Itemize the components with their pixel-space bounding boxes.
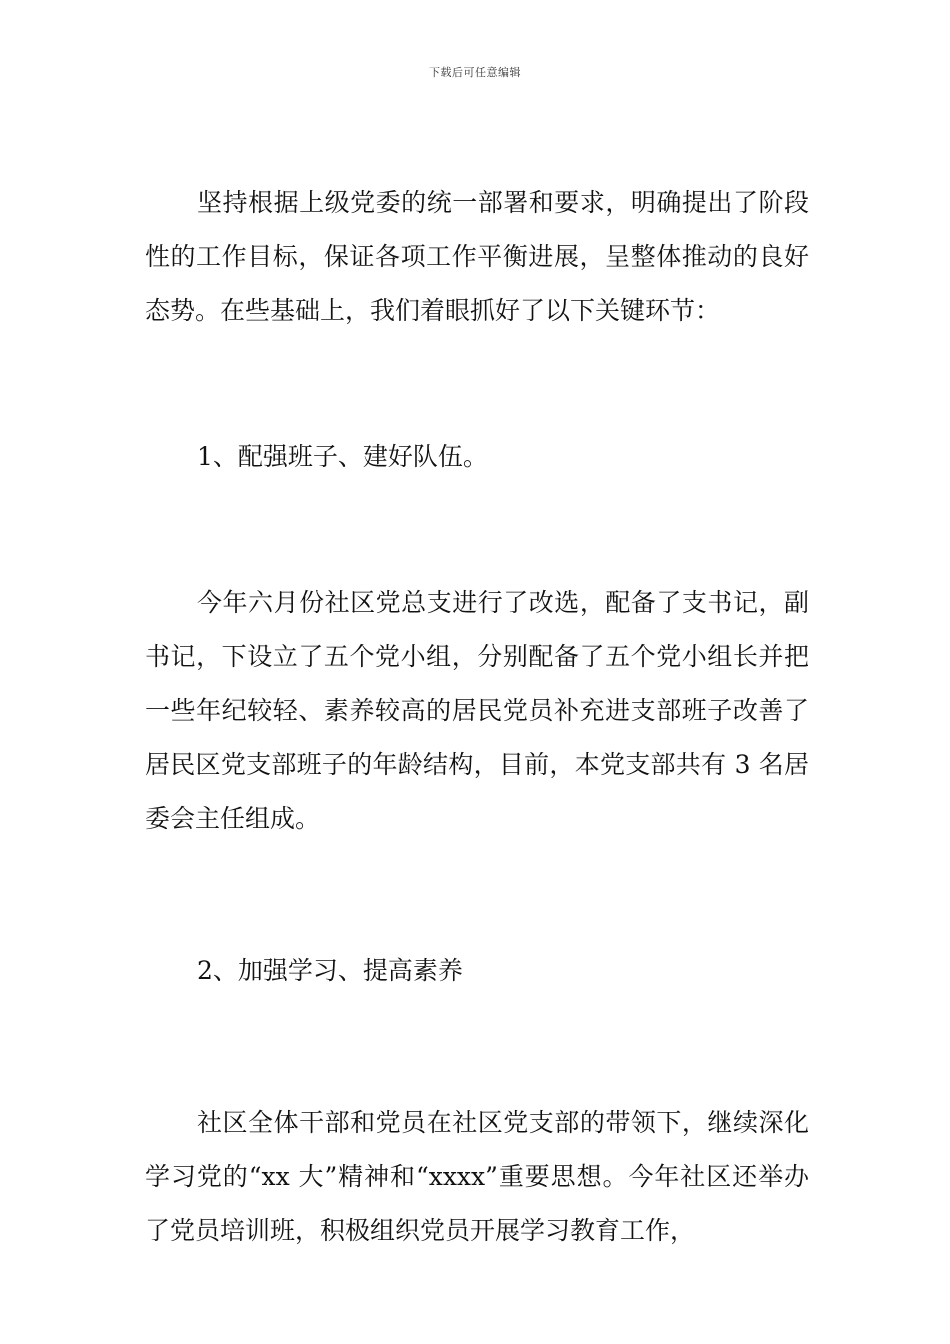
page-header: 下载后可任意编辑 (429, 66, 521, 79)
section-heading-2: 2、加强学习、提高素养 (197, 956, 463, 985)
paragraph-intro: 坚持根据上级党委的统一部署和要求，明确提出了阶段性的工作目标，保证各项工作平衡进展，呈整体推动的良好态势。在些基础上，我们着眼抓好了以下关键环节： (145, 188, 809, 325)
section-heading-1: 1、配强班子、建好队伍。 (197, 442, 488, 471)
spacer (145, 484, 809, 576)
spacer (145, 846, 809, 944)
spacer (145, 338, 809, 430)
document-body (145, 176, 809, 1258)
paragraph-section-2: 社区全体干部和党员在社区党支部的带领下，继续深化学习党的“xx 大”精神和“xxxx”重要思想。今年社区还举办了党员培训班，积极组织党员开展学习教育工作， (145, 1108, 809, 1245)
paragraph-section-1: 今年六月份社区党总支进行了改选，配备了支书记，副书记，下设立了五个党小组，分别配备了五个党小组长并把一些年纪较轻、素养较高的居民党员补充进支部班子改善了居民区党支部班子的年龄结构，目前，本党支部共有 3 名居委会主任组成。 (145, 588, 809, 833)
spacer (145, 998, 809, 1096)
